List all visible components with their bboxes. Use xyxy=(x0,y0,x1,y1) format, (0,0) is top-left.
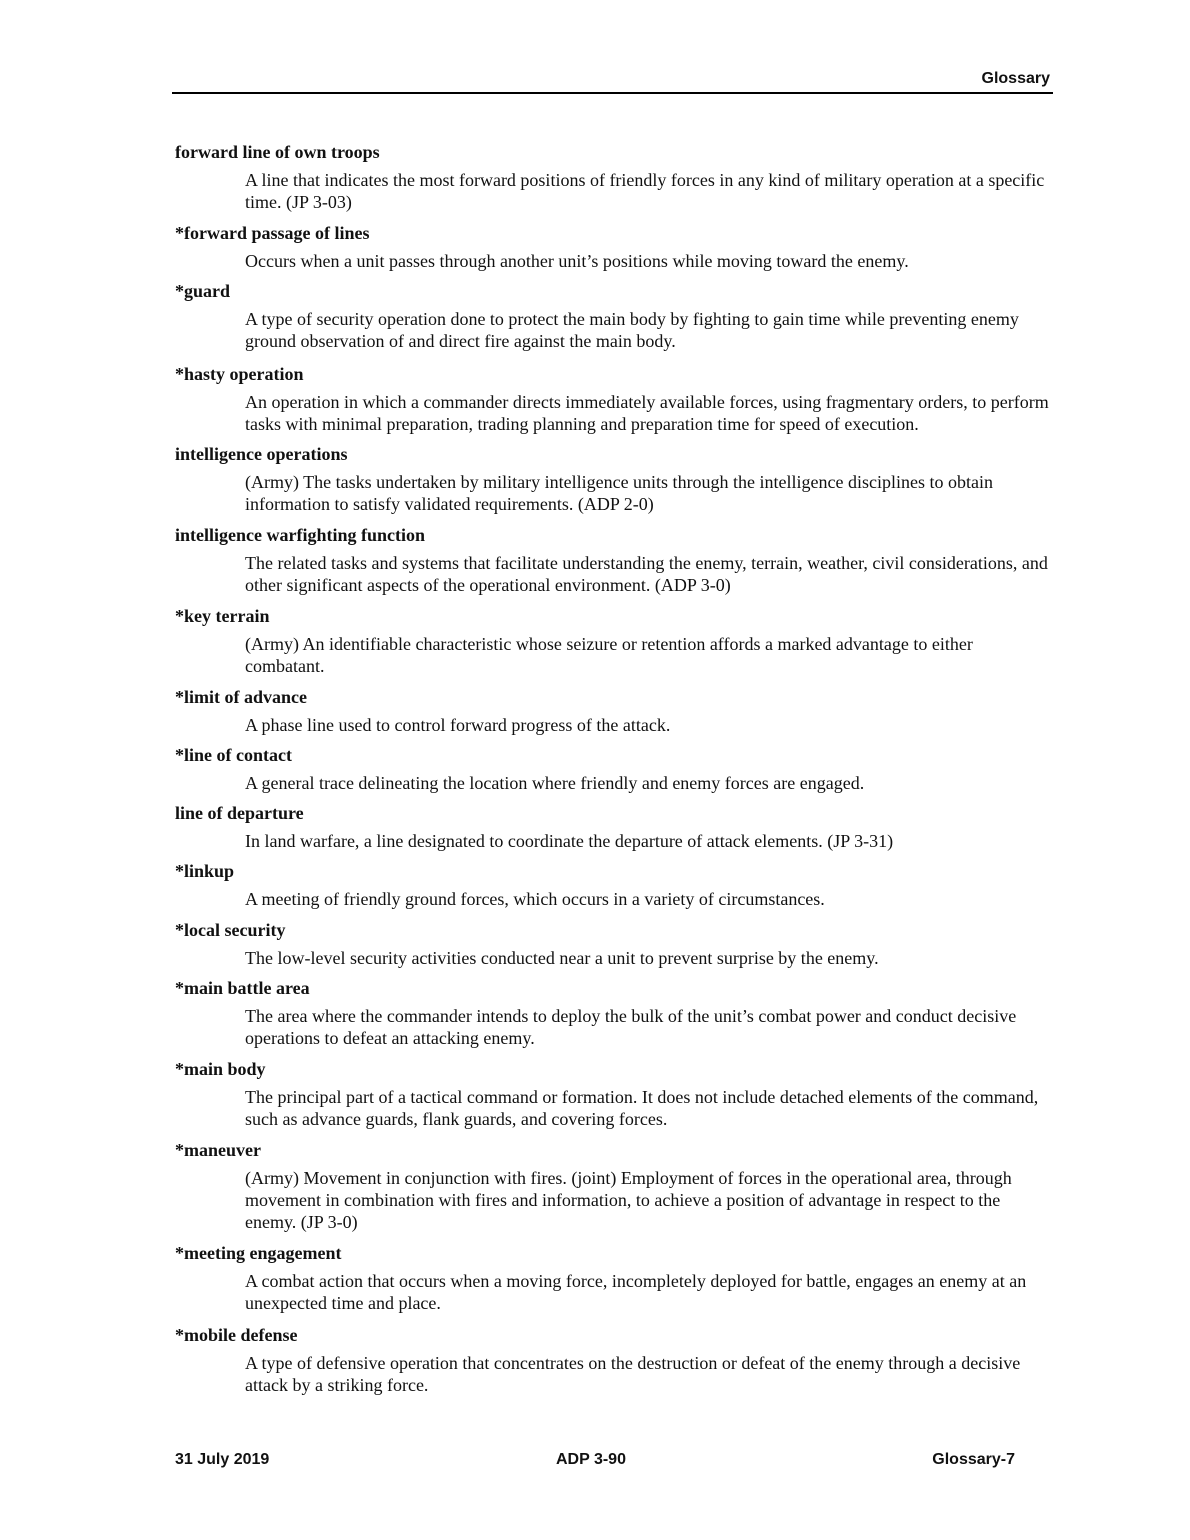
glossary-term: *forward passage of lines xyxy=(175,223,370,243)
glossary-definition: Occurs when a unit passes through another unit’s positions while moving toward the enemy. xyxy=(245,251,909,271)
glossary-term: intelligence warfighting function xyxy=(175,525,425,545)
glossary-term: *mobile defense xyxy=(175,1325,298,1345)
glossary-term: *hasty operation xyxy=(175,364,304,384)
footer-publication: ADP 3-90 xyxy=(556,1451,626,1468)
footer-date: 31 July 2019 xyxy=(175,1451,270,1468)
glossary-entry xyxy=(175,141,1055,213)
glossary-entry xyxy=(175,1058,1055,1130)
glossary-definition: A phase line used to control forward progress of the attack. xyxy=(245,715,671,735)
glossary-term: *maneuver xyxy=(175,1140,261,1160)
glossary-definition: In land warfare, a line designated to coordinate the departure of attack elements. (JP 3-31) xyxy=(245,831,894,851)
glossary-entry xyxy=(175,860,1055,910)
glossary-definition: A combat action that occurs when a moving force, incompletely deployed for battle, engages an enemy at an unexpected time and place. xyxy=(245,1271,1027,1313)
glossary-entry xyxy=(175,802,1055,852)
glossary-definition: The area where the commander intends to deploy the bulk of the unit’s combat power and conduct decisive operations to defeat an attacking enemy. xyxy=(245,1006,1017,1048)
glossary-term: *limit of advance xyxy=(175,687,307,707)
glossary-entry xyxy=(175,686,1055,736)
glossary-entry xyxy=(175,744,1055,794)
glossary-definition: A general trace delineating the location where friendly and enemy forces are engaged. xyxy=(245,773,865,793)
glossary-term: *meeting engagement xyxy=(175,1243,342,1263)
glossary-entry xyxy=(175,1324,1055,1396)
glossary-definition: A meeting of friendly ground forces, which occurs in a variety of circumstances. xyxy=(245,889,825,909)
glossary-definition: The principal part of a tactical command or formation. It does not include detached elements of the command, such as advance guards, flank guards, and covering forces. xyxy=(245,1087,1039,1129)
glossary-entry xyxy=(175,1139,1055,1233)
glossary-term: *line of contact xyxy=(175,745,292,765)
glossary-definition: The related tasks and systems that facilitate understanding the enemy, terrain, weather, civil considerations, and other significant aspects of the operational environment. (ADP 3-0) xyxy=(245,553,1048,595)
glossary-term: *guard xyxy=(175,281,231,301)
glossary-term: *main battle area xyxy=(175,978,310,998)
glossary-term: *key terrain xyxy=(175,606,270,626)
glossary-definition: A type of security operation done to protect the main body by fighting to gain time while preventing enemy ground observation of and direct fire against the main body. xyxy=(245,309,1019,351)
running-header-title: Glossary xyxy=(981,70,1050,87)
glossary-entry xyxy=(175,443,1055,515)
glossary-term: intelligence operations xyxy=(175,444,348,464)
glossary-definition: An operation in which a commander directs immediately available forces, using fragmentary orders, to perform tasks with minimal preparation, trading planning and preparation time for speed of execution. xyxy=(245,392,1049,434)
glossary-term: *linkup xyxy=(175,861,235,881)
glossary-entry xyxy=(175,605,1055,677)
glossary-term: *main body xyxy=(175,1059,266,1079)
glossary-entry xyxy=(175,280,1055,352)
glossary-definition: (Army) The tasks undertaken by military intelligence units through the intelligence disciplines to obtain information to satisfy validated requirements. (ADP 2-0) xyxy=(245,472,993,514)
glossary-definition: (Army) Movement in conjunction with fires. (joint) Employment of forces in the operational area, through movement in combination with fires and information, to achieve a position of advantage in respect to the enemy. (JP 3-0) xyxy=(245,1168,1012,1232)
footer-page-number: Glossary-7 xyxy=(932,1451,1015,1468)
glossary-entry xyxy=(175,363,1055,435)
glossary-term: forward line of own troops xyxy=(175,142,380,162)
glossary-entry xyxy=(175,1242,1055,1314)
glossary-entry xyxy=(175,919,1055,969)
glossary-term: *local security xyxy=(175,920,286,940)
glossary-entry xyxy=(175,524,1055,596)
glossary-definition: A type of defensive operation that concentrates on the destruction or defeat of the enemy through a decisive attack by a striking force. xyxy=(245,1353,1021,1395)
glossary-definition: (Army) An identifiable characteristic whose seizure or retention affords a marked advantage to either combatant. xyxy=(245,634,973,676)
glossary-term: line of departure xyxy=(175,803,304,823)
glossary-definition: The low-level security activities conducted near a unit to prevent surprise by the enemy. xyxy=(245,948,879,968)
glossary-entry xyxy=(175,222,1055,272)
glossary-definition: A line that indicates the most forward positions of friendly forces in any kind of military operation at a specific time. (JP 3-03) xyxy=(245,170,1045,212)
glossary-entry xyxy=(175,977,1055,1049)
header-rule xyxy=(172,92,1053,94)
